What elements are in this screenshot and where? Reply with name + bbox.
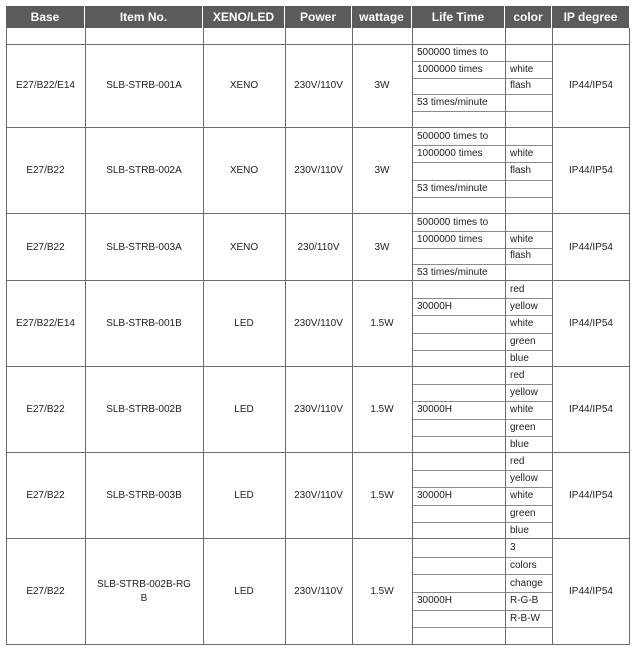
sub-row-divider	[412, 145, 552, 146]
sub-row-divider	[412, 248, 552, 249]
color-line: R-B-W	[510, 612, 540, 624]
life-time-line	[412, 384, 505, 401]
color-line: green	[510, 421, 536, 433]
header-color: color	[505, 6, 552, 28]
life-time-line	[412, 248, 505, 265]
sub-row-divider	[412, 298, 552, 299]
color-line: flash	[510, 80, 532, 92]
sub-row-divider	[412, 401, 552, 402]
base-cell: E27/B22	[26, 165, 65, 176]
item-no-cell: SLB-STRB-002A	[106, 165, 182, 176]
ip-degree-cell: IP44/IP54	[569, 241, 613, 253]
life-time-line	[412, 574, 505, 592]
spec-table	[6, 6, 630, 645]
type-cell: LED	[234, 586, 254, 597]
wattage-cell: 3W	[374, 241, 390, 253]
color-line	[505, 264, 552, 281]
color-line: white	[510, 233, 534, 245]
row-divider	[6, 644, 630, 645]
item-no-cell: SLB-STRB-001A	[106, 80, 182, 91]
life-time-line	[412, 333, 505, 350]
life-time-line	[412, 610, 505, 628]
life-time-line: 1000000 times	[417, 148, 483, 160]
column-divider	[352, 28, 353, 645]
color-line: yellow	[510, 301, 538, 313]
base-cell: E27/B22	[26, 586, 65, 597]
life-time-line: 30000H	[417, 490, 453, 502]
wattage-cell: 1.5W	[370, 586, 394, 597]
life-time-line	[412, 419, 505, 436]
life-time-line	[412, 111, 505, 128]
color-line: blue	[510, 352, 529, 364]
base-cell: E27/B22/E14	[16, 318, 75, 329]
type-cell: XENO	[229, 241, 259, 253]
base-cell: E27/B22	[26, 404, 65, 415]
wattage-cell: 3W	[374, 80, 390, 91]
life-time-line: 500000 times to	[417, 46, 489, 58]
base-cell: E27/B22	[26, 490, 65, 501]
life-time-line	[412, 470, 505, 487]
item-no-cell: SLB-STRB-003A	[106, 241, 182, 253]
ip-degree-cell: IP44/IP54	[569, 80, 613, 91]
life-time-line	[412, 367, 505, 384]
color-line: flash	[510, 165, 532, 177]
color-line: green	[510, 335, 536, 347]
color-line: white	[510, 404, 534, 416]
power-cell: 230V/110V	[294, 490, 343, 501]
color-line: blue	[510, 438, 529, 450]
header-ip-degree: IP degree	[552, 6, 630, 28]
color-line	[505, 180, 552, 197]
color-line	[505, 214, 552, 231]
color-line: white	[510, 148, 534, 160]
column-divider	[505, 28, 506, 645]
color-line	[505, 128, 552, 145]
wattage-cell: 1.5W	[370, 318, 394, 329]
life-time-line	[412, 78, 505, 95]
life-time-line	[412, 505, 505, 522]
life-time-line	[412, 315, 505, 332]
type-cell: XENO	[229, 165, 259, 176]
life-time-line: 500000 times to	[417, 216, 489, 228]
power-cell: 230V/110V	[294, 586, 343, 597]
sub-row-divider	[412, 264, 552, 265]
type-cell: XENO	[229, 80, 259, 91]
color-line: red	[510, 370, 525, 382]
color-line	[505, 94, 552, 111]
color-line: yellow	[510, 473, 538, 485]
type-cell: LED	[234, 318, 254, 329]
life-time-line: 30000H	[417, 404, 453, 416]
base-cell: E27/B22/E14	[16, 80, 75, 91]
life-time-line: 30000H	[417, 301, 453, 313]
color-line	[505, 111, 552, 128]
sub-row-divider	[412, 522, 552, 523]
color-line: white	[510, 63, 534, 75]
sub-row-divider	[412, 384, 552, 385]
power-cell: 230V/110V	[294, 80, 343, 91]
column-divider	[285, 28, 286, 645]
color-line: green	[510, 507, 536, 519]
life-time-line	[412, 281, 505, 298]
wattage-cell: 3W	[374, 165, 390, 176]
item-no-cell: SLB-STRB-002B	[106, 404, 182, 415]
color-line: yellow	[510, 387, 538, 399]
sub-row-divider	[412, 505, 552, 506]
column-divider	[412, 28, 413, 645]
life-time-line	[412, 453, 505, 470]
life-time-line	[412, 627, 505, 645]
color-line	[505, 44, 552, 61]
sub-row-divider	[412, 627, 552, 628]
life-time-line	[412, 350, 505, 367]
color-line: change	[510, 577, 543, 589]
life-time-line	[412, 539, 505, 557]
type-cell: LED	[234, 490, 254, 501]
life-time-line: 53 times/minute	[417, 267, 488, 279]
ip-degree-cell: IP44/IP54	[569, 165, 613, 176]
life-time-line	[412, 197, 505, 214]
sub-row-divider	[412, 231, 552, 232]
color-line	[505, 627, 552, 645]
color-line: red	[510, 456, 525, 468]
color-line: flash	[510, 250, 532, 262]
color-line: blue	[510, 524, 529, 536]
header-power: Power	[285, 6, 352, 28]
wattage-cell: 1.5W	[370, 404, 394, 415]
item-no-cell: SLB-STRB-002B-RG B	[97, 579, 191, 604]
life-time-line: 500000 times to	[417, 131, 489, 143]
sub-row-divider	[412, 592, 552, 593]
sub-row-divider	[412, 487, 552, 488]
color-line: white	[510, 318, 534, 330]
color-line: 3	[510, 542, 516, 554]
ip-degree-cell: IP44/IP54	[569, 490, 613, 501]
ip-degree-cell: IP44/IP54	[569, 404, 613, 415]
color-line: red	[510, 284, 525, 296]
life-time-line: 1000000 times	[417, 63, 483, 75]
power-cell: 230V/110V	[294, 318, 343, 329]
sub-row-divider	[412, 557, 552, 558]
column-divider	[552, 28, 553, 645]
header-life-time: Life Time	[412, 6, 505, 28]
power-cell: 230/110V	[297, 241, 340, 253]
color-line: white	[510, 490, 534, 502]
life-time-line	[412, 162, 505, 179]
sub-row-divider	[412, 61, 552, 62]
item-no-cell: SLB-STRB-003B	[106, 490, 182, 501]
type-cell: LED	[234, 404, 254, 415]
sub-row-divider	[412, 111, 552, 112]
sub-row-divider	[412, 94, 552, 95]
ip-degree-cell: IP44/IP54	[569, 318, 613, 329]
color-line: R-G-B	[510, 595, 539, 607]
sub-row-divider	[412, 436, 552, 437]
header-xeno-led: XENO/LED	[203, 6, 285, 28]
sub-row-divider	[412, 470, 552, 471]
column-divider	[203, 28, 204, 645]
life-time-line: 53 times/minute	[417, 97, 488, 109]
item-no-cell: SLB-STRB-001B	[106, 318, 182, 329]
life-time-line	[412, 557, 505, 575]
column-divider	[629, 28, 630, 645]
sub-row-divider	[412, 197, 552, 198]
sub-row-divider	[412, 180, 552, 181]
life-time-line	[412, 522, 505, 539]
sub-row-divider	[412, 419, 552, 420]
power-cell: 230V/110V	[294, 165, 343, 176]
color-line	[505, 197, 552, 214]
life-time-line: 30000H	[417, 595, 453, 607]
sub-row-divider	[412, 78, 552, 79]
base-cell: E27/B22	[26, 241, 65, 253]
sub-row-divider	[412, 610, 552, 611]
ip-degree-cell: IP44/IP54	[569, 586, 613, 597]
power-cell: 230V/110V	[294, 404, 343, 415]
life-time-line	[412, 436, 505, 453]
sub-row-divider	[412, 162, 552, 163]
column-divider	[6, 28, 7, 645]
color-line: colors	[510, 559, 537, 571]
sub-row-divider	[412, 350, 552, 351]
header-base: Base	[6, 6, 85, 28]
life-time-line: 1000000 times	[417, 233, 483, 245]
column-divider	[85, 28, 86, 645]
header-item-no: Item No.	[85, 6, 203, 28]
sub-row-divider	[412, 333, 552, 334]
sub-row-divider	[412, 574, 552, 575]
wattage-cell: 1.5W	[370, 490, 394, 501]
life-time-line: 53 times/minute	[417, 182, 488, 194]
sub-row-divider	[412, 315, 552, 316]
header-wattage: wattage	[352, 6, 412, 28]
